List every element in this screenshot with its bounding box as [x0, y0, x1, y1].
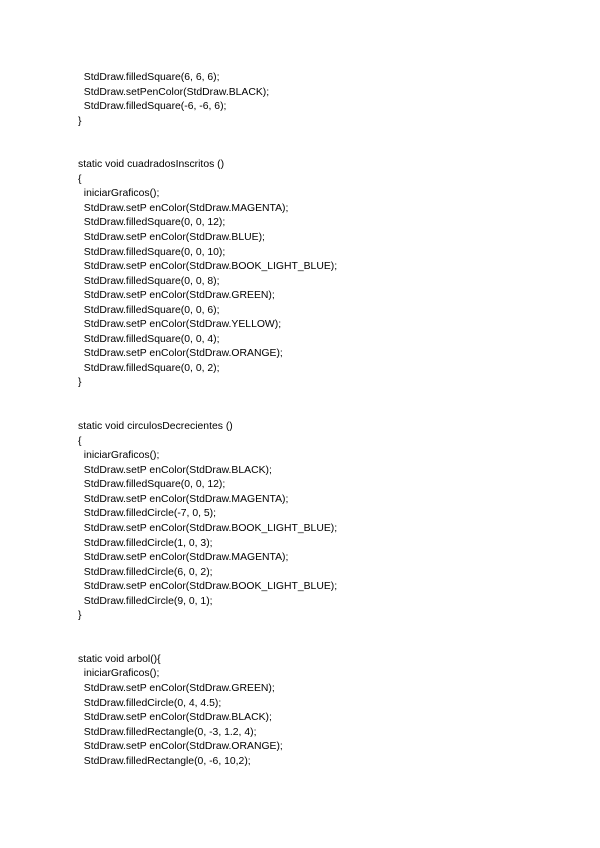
code-line: StdDraw.filledSquare(0, 0, 2); [78, 362, 220, 374]
code-line: StdDraw.filledCircle(9, 0, 1); [78, 595, 213, 607]
code-line: } [78, 377, 82, 389]
code-line: static void circulosDecrecientes () [78, 421, 233, 433]
code-line: StdDraw.setP enColor(StdDraw.BLACK); [78, 464, 272, 476]
code-line: StdDraw.filledSquare(0, 0, 6); [78, 304, 220, 316]
blank-line [78, 129, 578, 158]
code-line: StdDraw.filledSquare(-6, -6, 6); [78, 101, 227, 113]
code-line: StdDraw.filledSquare(0, 0, 12); [78, 217, 226, 229]
code-line: StdDraw.setP enColor(StdDraw.MAGENTA); [78, 493, 289, 505]
code-line: StdDraw.filledSquare(6, 6, 6); [78, 72, 220, 83]
code-line: } [78, 115, 82, 127]
code-line: StdDraw.filledCircle(-7, 0, 5); [78, 508, 217, 520]
code-line: } [78, 610, 82, 622]
code-line: iniciarGraficos(); [78, 188, 160, 200]
code-line: iniciarGraficos(); [78, 450, 160, 462]
code-line: StdDraw.setPenColor(StdDraw.BLACK); [78, 86, 270, 98]
code-line: iniciarGraficos(); [78, 668, 160, 680]
code-line: StdDraw.setP enColor(StdDraw.ORANGE); [78, 348, 283, 360]
code-line: StdDraw.filledRectangle(0, -3, 1.2, 4); [78, 726, 257, 738]
code-line: StdDraw.filledCircle(0, 4, 4.5); [78, 697, 222, 709]
code-line: { [78, 435, 82, 447]
code-line: StdDraw.setP enColor(StdDraw.MAGENTA); [78, 202, 289, 214]
code-line: StdDraw.filledRectangle(0, -6, 10,2); [78, 755, 251, 767]
code-line: StdDraw.setP enColor(StdDraw.BOOK_LIGHT_BLUE); [78, 581, 338, 593]
code-line: StdDraw.filledSquare(0, 0, 10); [78, 246, 226, 258]
code-line: StdDraw.setP enColor(StdDraw.MAGENTA); [78, 552, 289, 564]
code-line: StdDraw.filledSquare(0, 0, 8); [78, 275, 220, 287]
blank-line [78, 624, 578, 653]
code-line: StdDraw.setP enColor(StdDraw.BOOK_LIGHT_BLUE); [78, 522, 338, 534]
code-listing [78, 71, 578, 769]
code-line: StdDraw.filledCircle(6, 0, 2); [78, 566, 213, 578]
code-line: { [78, 173, 82, 185]
code-line: StdDraw.setP enColor(StdDraw.GREEN); [78, 682, 275, 694]
code-line: StdDraw.setP enColor(StdDraw.BOOK_LIGHT_BLUE); [78, 261, 338, 273]
code-line: StdDraw.setP enColor(StdDraw.BLACK); [78, 712, 272, 724]
code-line: StdDraw.filledSquare(0, 0, 4); [78, 333, 220, 345]
code-line: StdDraw.setP enColor(StdDraw.ORANGE); [78, 741, 283, 753]
code-line: static void cuadradosInscritos () [78, 159, 225, 171]
code-line: StdDraw.setP enColor(StdDraw.GREEN); [78, 290, 275, 302]
code-line: StdDraw.setP enColor(StdDraw.YELLOW); [78, 319, 282, 331]
code-line: StdDraw.filledSquare(0, 0, 12); [78, 479, 226, 491]
blank-line [78, 391, 578, 420]
code-line: StdDraw.setP enColor(StdDraw.BLUE); [78, 232, 265, 244]
code-line: static void arbol(){ [78, 653, 161, 665]
code-line: StdDraw.filledCircle(1, 0, 3); [78, 537, 213, 549]
